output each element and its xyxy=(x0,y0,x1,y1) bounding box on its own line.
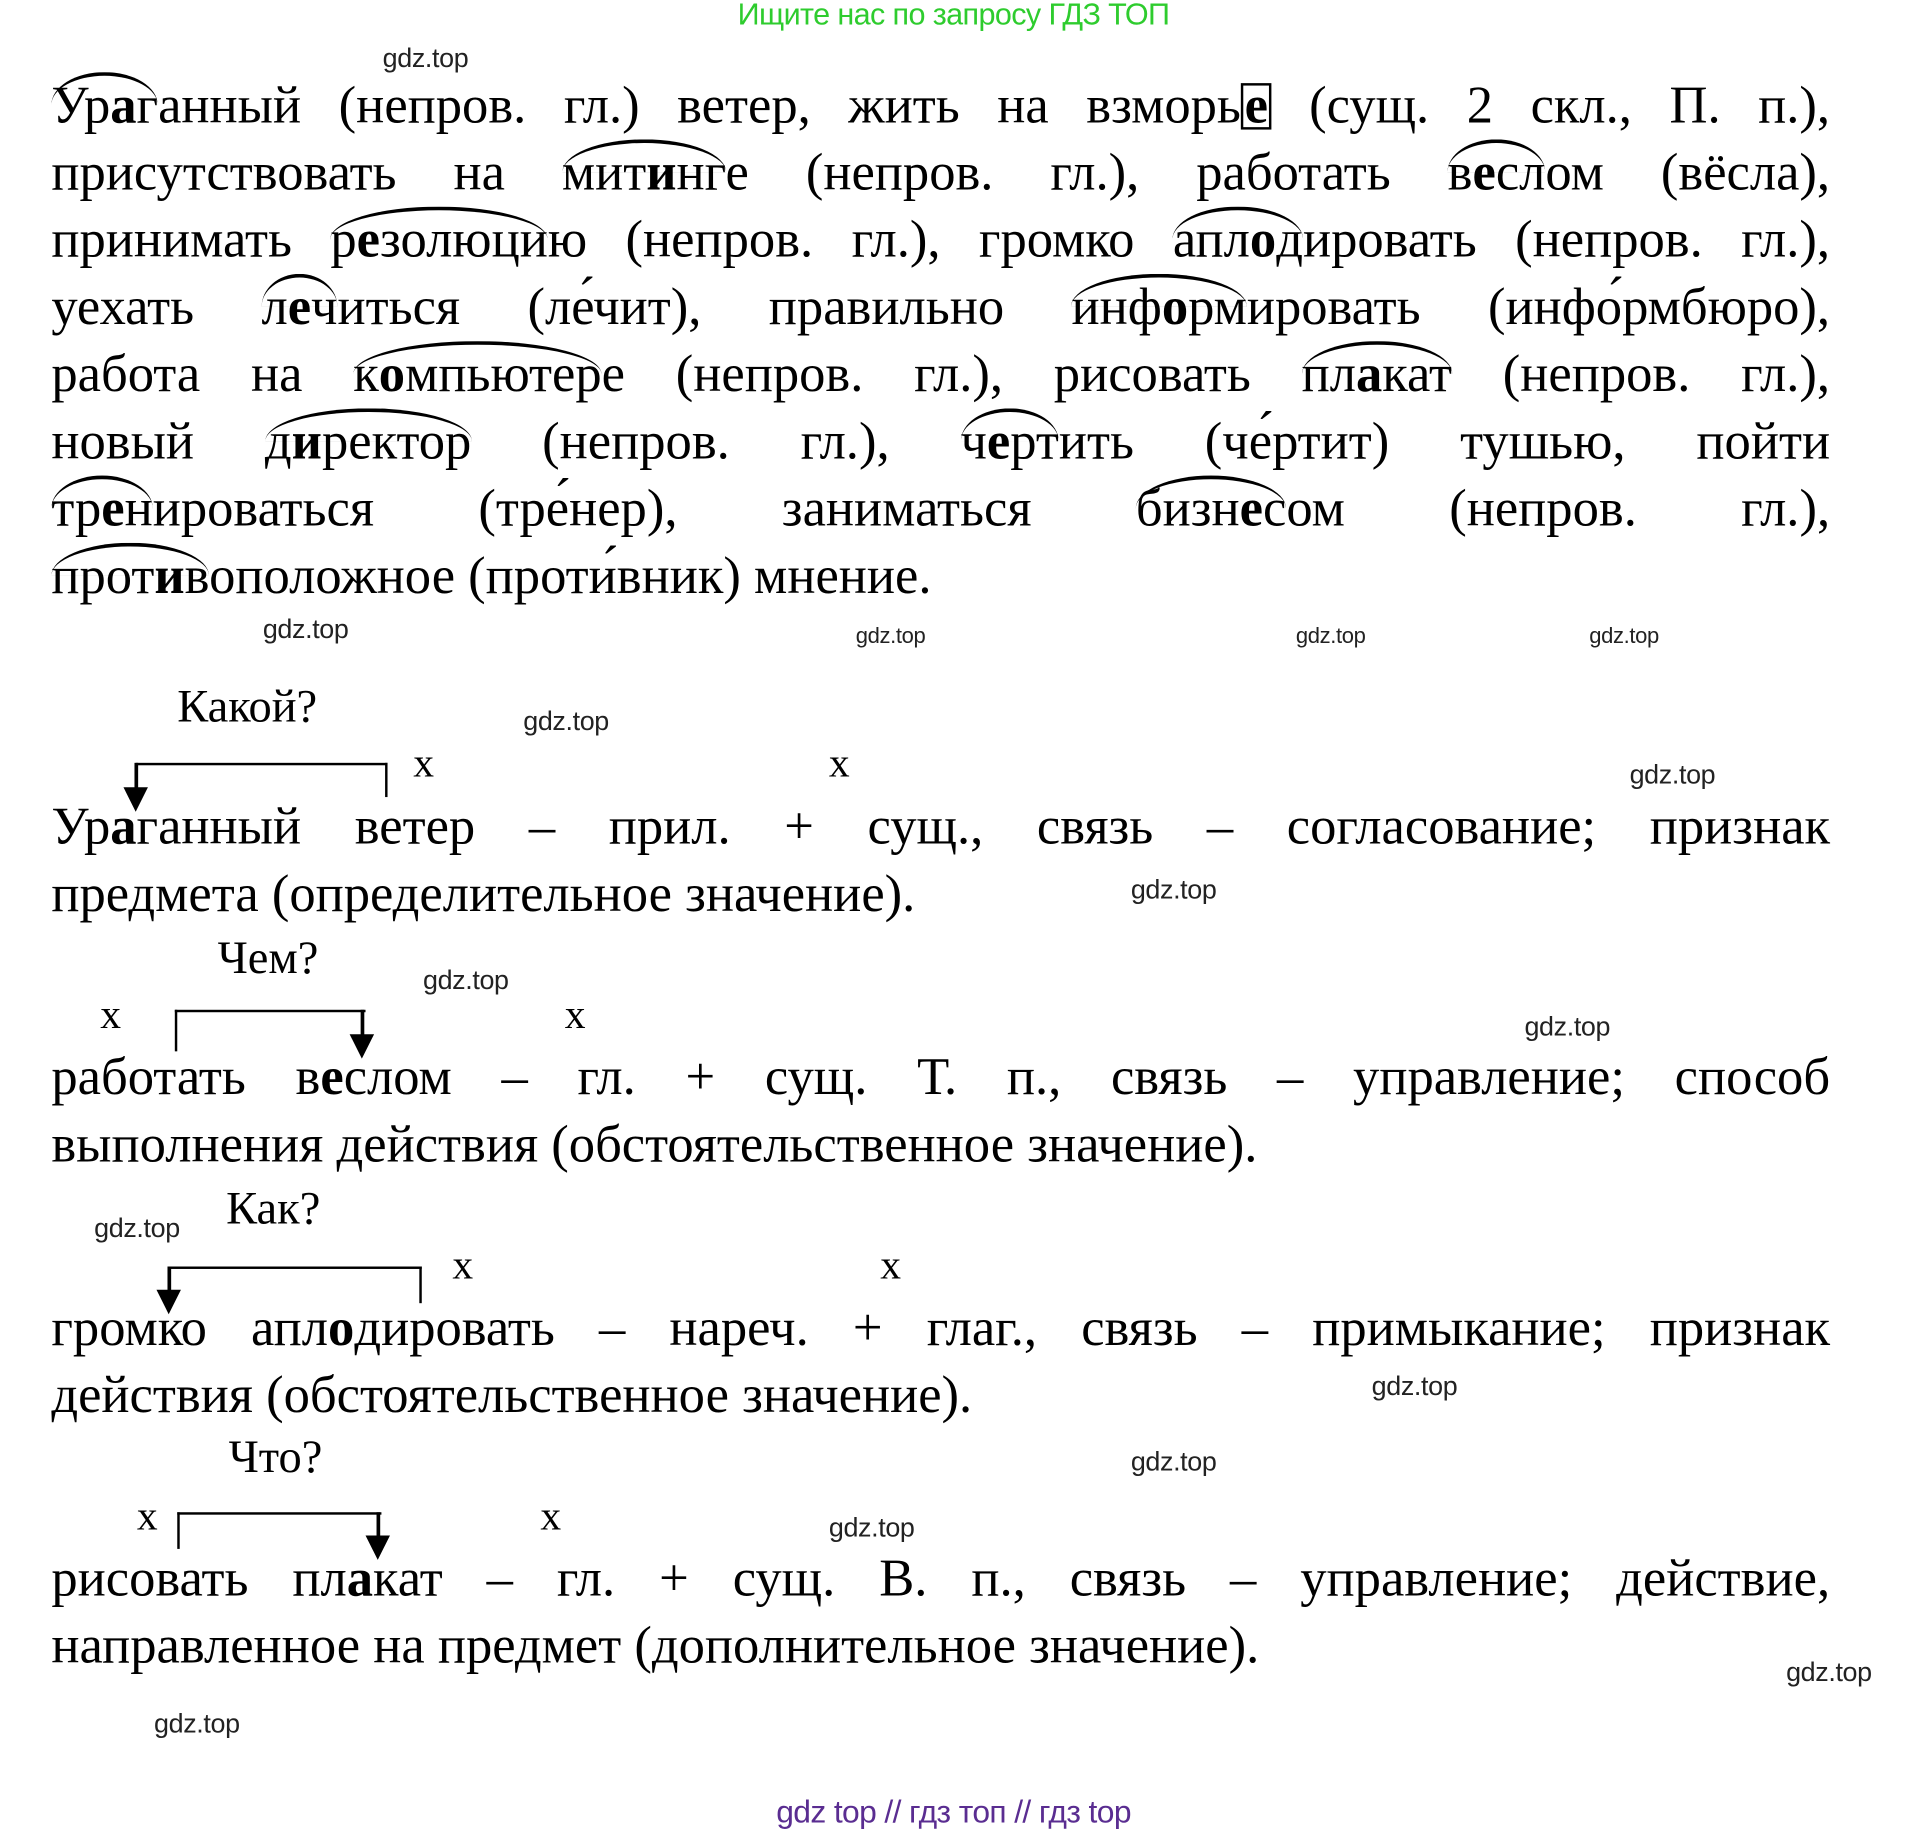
question-label: Как? xyxy=(226,1183,321,1235)
text-line: уехать лечиться (ле́чит), правильно информировать (инфо́рмбюро), xyxy=(51,278,1831,337)
main-word-mark: х xyxy=(452,1243,474,1289)
text-line: работа на компьютере (непров. гл.), рисовать плакат (непров. гл.), xyxy=(51,345,1831,404)
watermark: gdz.top xyxy=(1524,1011,1611,1042)
dependency-bracket xyxy=(177,1512,381,1549)
word-root: трен xyxy=(51,480,153,538)
watermark: gdz.top xyxy=(262,613,349,645)
stressed-vowel: о xyxy=(378,345,406,404)
watermark: gdz.top xyxy=(1371,1370,1458,1401)
dependency-bracket xyxy=(169,1267,422,1304)
word-root: плакат xyxy=(1301,345,1453,404)
stressed-vowel: о xyxy=(328,1299,355,1357)
main-word-mark: х xyxy=(136,1493,158,1540)
stressed-vowel: е xyxy=(986,413,1011,471)
watermark: gdz.top xyxy=(523,705,609,736)
text-line: присутствовать на митинге (непров. гл.), работать веслом (вёсла), xyxy=(51,144,1831,202)
stressed-vowel: е xyxy=(356,211,381,269)
watermark: gdz.top xyxy=(154,1707,240,1739)
stressed-vowel: а xyxy=(346,1550,374,1608)
stressed-vowel: е xyxy=(287,278,312,337)
watermark: gdz.top xyxy=(1786,1656,1872,1688)
stressed-vowel: о xyxy=(1249,211,1277,269)
footer-links[interactable]: gdz top // гдз топ // гдз top xyxy=(776,1793,1131,1830)
word-root: против xyxy=(51,547,210,606)
word-root: бизнес xyxy=(1135,480,1287,538)
scheme-description-line: рисовать плакат – гл. + сущ. В. п., связь – управление; действие, xyxy=(51,1550,1831,1608)
watermark: gdz.top xyxy=(1295,623,1366,648)
dependent-word-mark: х xyxy=(564,992,586,1038)
main-word-mark: х xyxy=(100,992,122,1038)
word-root: аплод xyxy=(1172,211,1303,269)
word-root: резолюци xyxy=(330,211,548,269)
watermark: gdz.top xyxy=(1130,874,1217,905)
scheme-description-line: направленное на предмет (дополнительное значение). xyxy=(51,1617,1260,1675)
stressed-vowel: о xyxy=(1161,278,1189,337)
scheme-description-line: работать веслом – гл. + сущ. Т. п., связь – управление; способ xyxy=(51,1048,1831,1107)
boxed-ending: е xyxy=(1241,83,1272,129)
question-label: Чем? xyxy=(217,932,319,985)
watermark: gdz.top xyxy=(382,42,469,74)
scheme-description-line: громко аплодировать – нареч. + глаг., связь – примыкание; признак xyxy=(51,1299,1831,1357)
word-root: леч xyxy=(261,278,338,337)
watermark: gdz.top xyxy=(828,1512,915,1543)
word-root: черт xyxy=(960,413,1059,471)
text-line: Ураганный (непров. гл.) ветер, жить на взморье (сущ. 2 скл., П. п.), xyxy=(51,77,1831,135)
question-label: Какой? xyxy=(177,680,318,733)
promo-header[interactable]: Ищите нас по запросу ГДЗ ТОП xyxy=(737,0,1170,32)
dependent-word-mark: х xyxy=(880,1243,901,1289)
dependency-bracket xyxy=(175,1010,366,1052)
text-line: тренироваться (тре́нер), заниматься бизнесом (непров. гл.), xyxy=(51,480,1831,538)
stressed-vowel: а xyxy=(110,77,137,135)
word-root: митинг xyxy=(561,144,726,202)
dependent-word-mark: х xyxy=(540,1493,562,1540)
scheme-description-line: Ураганный ветер – прил. + сущ., связь – согласование; признак xyxy=(51,798,1831,856)
stressed-vowel: а xyxy=(1356,345,1383,404)
watermark: gdz.top xyxy=(422,964,509,996)
word-root: директор xyxy=(264,413,472,471)
dependency-bracket xyxy=(136,763,388,797)
stressed-vowel: е xyxy=(1239,480,1263,538)
watermark: gdz.top xyxy=(855,623,926,648)
watermark: gdz.top xyxy=(1130,1446,1217,1477)
stressed-vowel: е xyxy=(1472,144,1496,202)
text-line: принимать резолюцию (непров. гл.), громко аплодировать (непров. гл.), xyxy=(51,211,1831,269)
main-word-mark: х xyxy=(413,740,434,787)
stressed-vowel: и xyxy=(154,547,185,606)
question-label: Что? xyxy=(228,1431,323,1483)
watermark: gdz.top xyxy=(1589,623,1659,648)
scheme-description-line: выполнения действия (обстоятельственное значение). xyxy=(51,1116,1258,1174)
dependent-word-mark: х xyxy=(828,740,850,787)
word-root: Ураг xyxy=(51,77,159,135)
text-line: противоположное (проти́вник) мнение. xyxy=(51,547,932,606)
word-root: компьютер xyxy=(353,345,602,404)
watermark: gdz.top xyxy=(94,1212,180,1244)
stressed-vowel: и xyxy=(646,144,677,202)
stressed-vowel: е xyxy=(101,480,125,538)
stressed-vowel: а xyxy=(110,798,137,856)
watermark: gdz.top xyxy=(1629,759,1716,790)
scheme-description-line: предмета (определительное значение). xyxy=(51,865,916,923)
scheme-description-line: действия (обстоятельственное значение). xyxy=(51,1366,973,1425)
stressed-vowel: е xyxy=(320,1048,344,1107)
word-root: весл xyxy=(1447,144,1546,202)
stressed-vowel: и xyxy=(291,413,322,471)
word-root: информ xyxy=(1071,278,1247,337)
text-line: новый директор (непров. гл.), чертить (че́ртит) тушью, пойти xyxy=(51,413,1831,471)
